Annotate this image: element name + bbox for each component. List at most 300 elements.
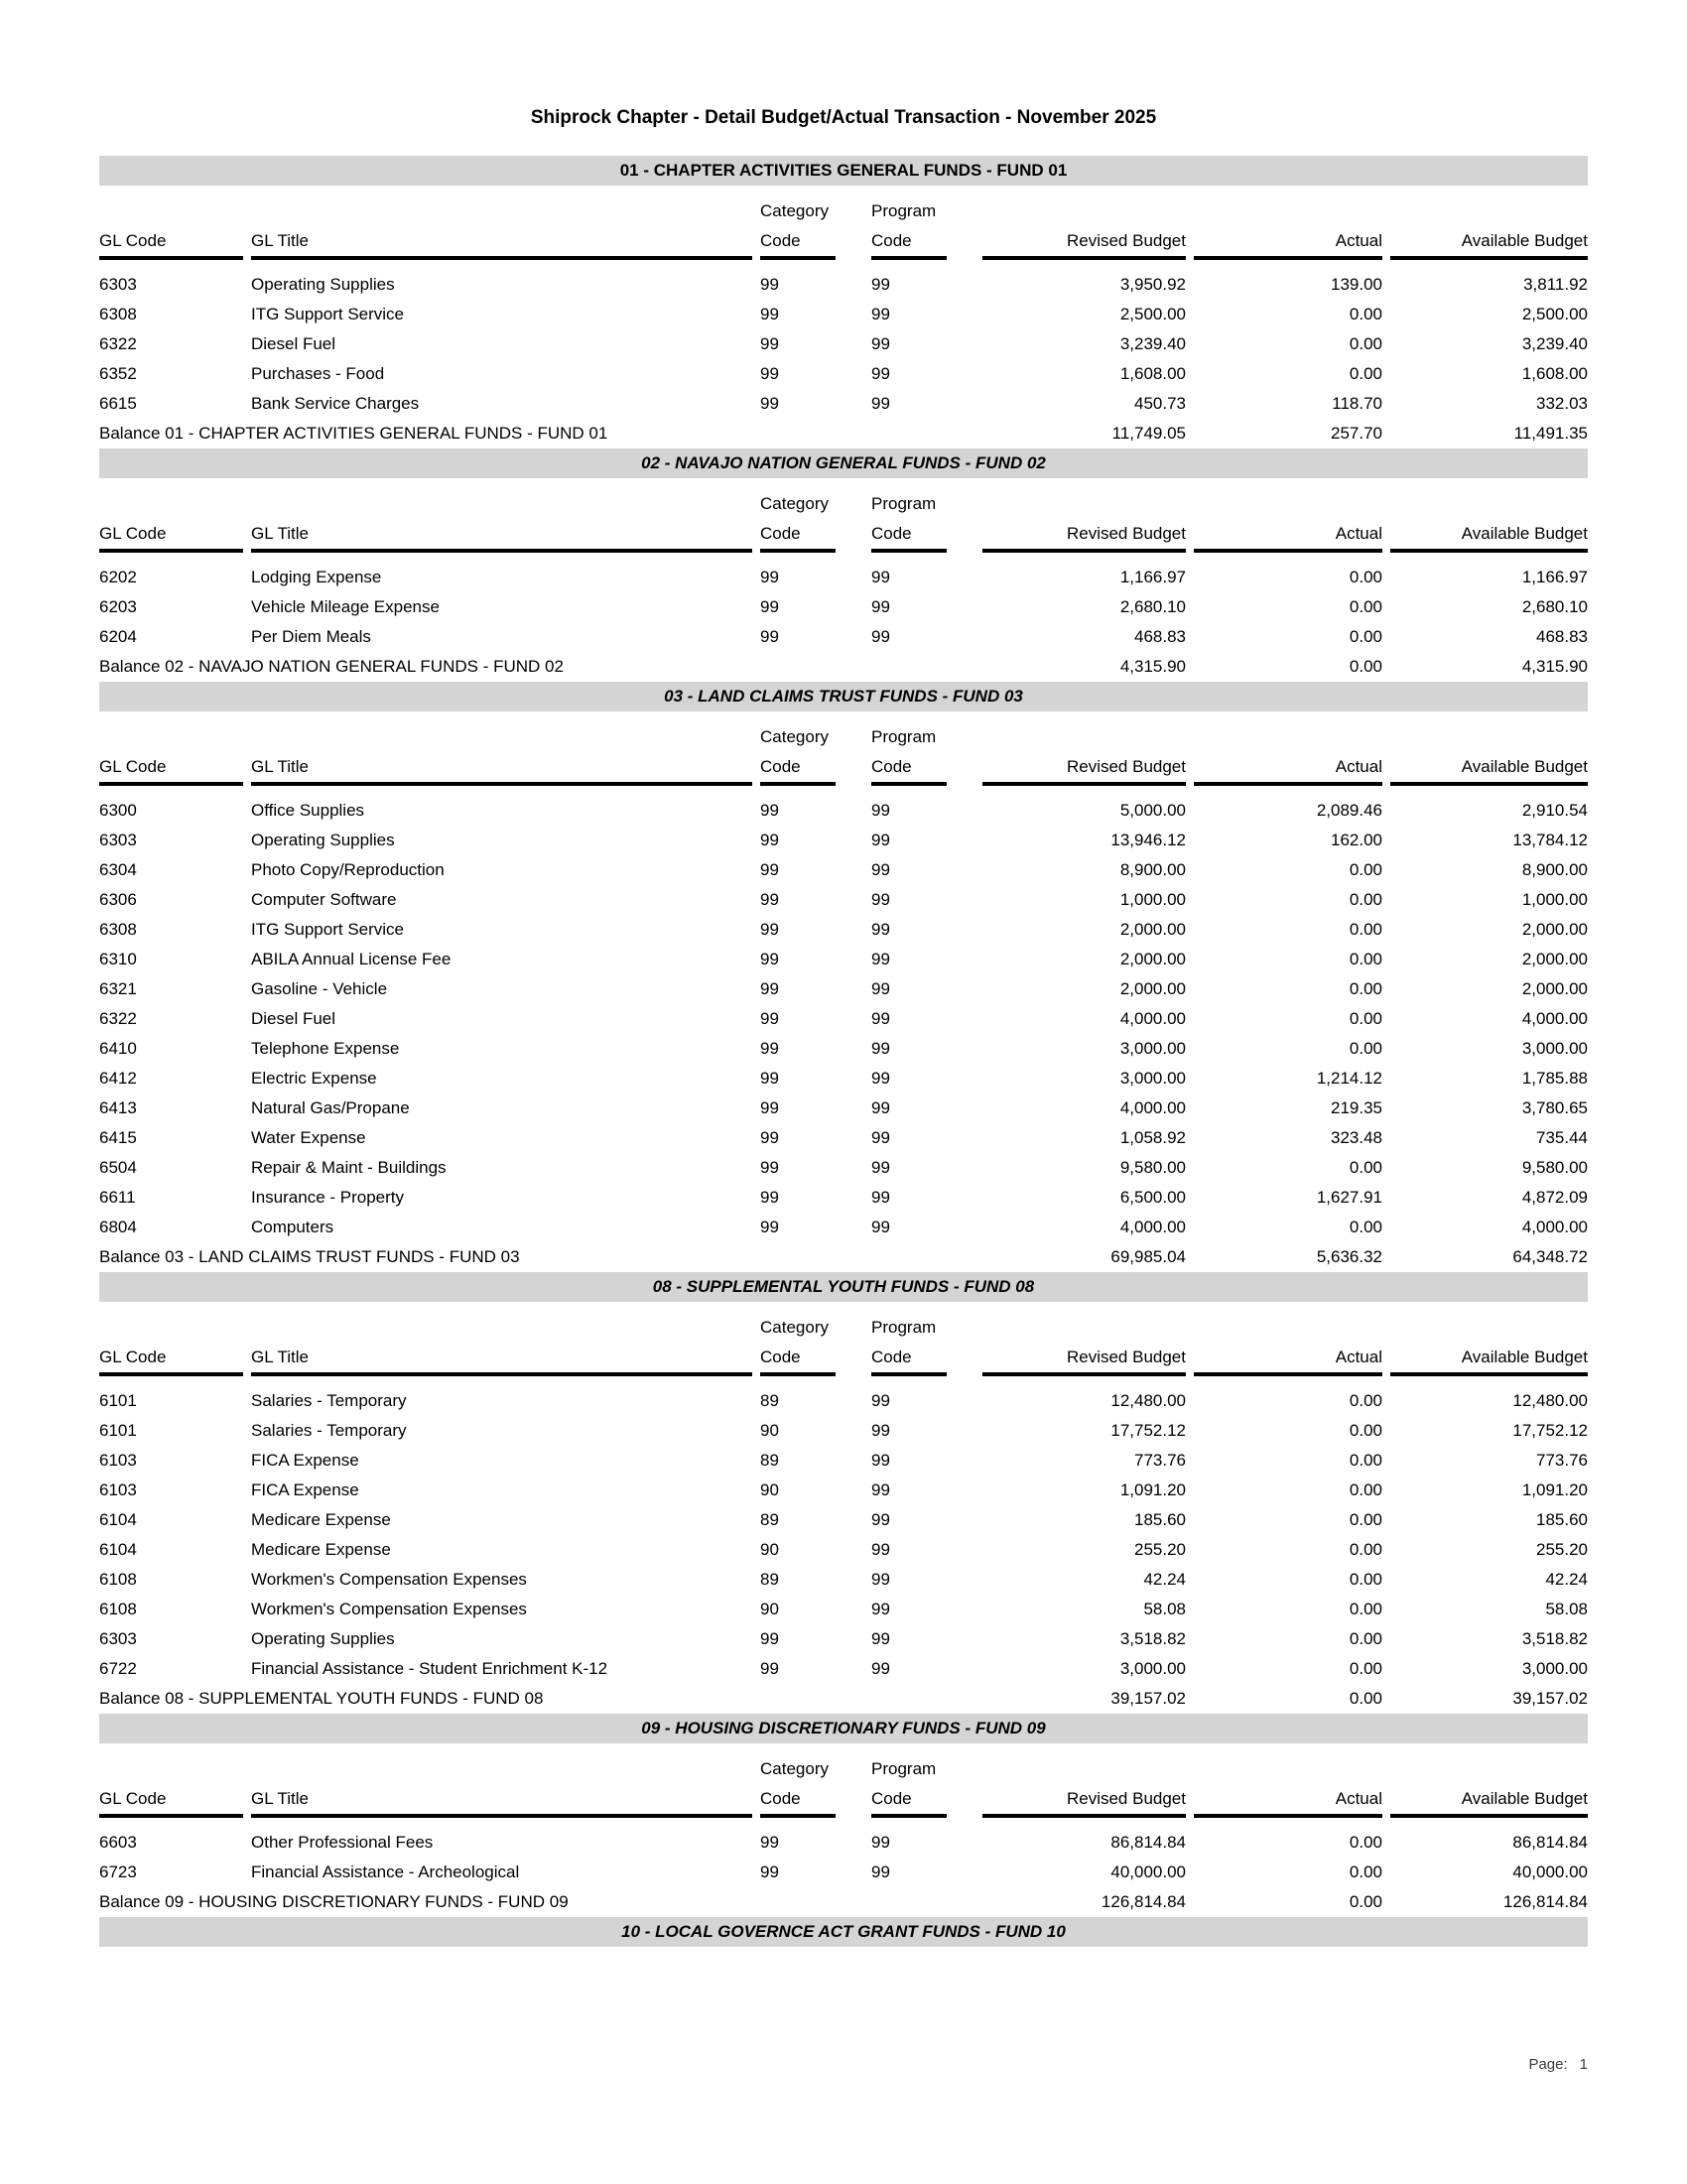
gl-title-cell: Repair & Maint - Buildings: [251, 1158, 447, 1177]
actual-cell: 0.00: [1349, 950, 1382, 968]
report-title: Shiprock Chapter - Detail Budget/Actual Transaction - November 2025: [530, 107, 1157, 128]
table-row: [99, 1064, 1588, 1093]
gl-code-cell: 6103: [99, 1451, 137, 1470]
category-code-cell: 99: [760, 1218, 779, 1236]
revised-budget-cell: 86,814.84: [1110, 1833, 1186, 1852]
gl-code-cell: 6504: [99, 1158, 137, 1177]
col-category-label: Category: [760, 1759, 829, 1778]
col-program-label: Program: [871, 201, 937, 220]
balance-revised-cell: 126,814.84: [1101, 1892, 1186, 1911]
revised-budget-cell: 3,000.00: [1119, 1039, 1186, 1058]
balance-available-cell: 11,491.35: [1513, 424, 1588, 443]
header-rule: [871, 256, 947, 260]
col-category-label: Category: [760, 201, 829, 220]
table-row: [99, 1624, 1588, 1654]
actual-cell: 0.00: [1349, 1391, 1382, 1410]
category-code-cell: 90: [760, 1421, 779, 1440]
table-rows: [99, 563, 1588, 682]
table-row: [99, 563, 1588, 592]
revised-budget-cell: 185.60: [1134, 1510, 1186, 1529]
program-code-cell: 99: [871, 920, 890, 939]
revised-budget-cell: 2,500.00: [1119, 305, 1186, 323]
revised-budget-cell: 58.08: [1143, 1600, 1186, 1618]
actual-cell: 1,214.12: [1316, 1069, 1382, 1088]
balance-available-cell: 64,348.72: [1512, 1247, 1588, 1266]
revised-budget-cell: 1,166.97: [1119, 568, 1186, 586]
balance-available-cell: 39,157.02: [1512, 1689, 1588, 1708]
revised-budget-cell: 13,946.12: [1110, 831, 1186, 849]
table-header-bottom-row: [99, 1338, 1588, 1372]
actual-cell: 0.00: [1349, 1833, 1382, 1852]
available-budget-cell: 17,752.12: [1512, 1421, 1588, 1440]
actual-cell: 0.00: [1349, 920, 1382, 939]
col-revised-budget: Revised Budget: [1066, 1348, 1186, 1366]
gl-title-cell: ITG Support Service: [251, 305, 405, 323]
actual-cell: 118.70: [1332, 394, 1382, 413]
gl-title-cell: Per Diem Meals: [251, 627, 371, 646]
gl-code-cell: 6308: [99, 920, 137, 939]
gl-title-cell: Medicare Expense: [251, 1540, 391, 1559]
program-code-cell: 99: [871, 1480, 890, 1499]
available-budget-cell: 735.44: [1536, 1128, 1588, 1147]
actual-cell: 0.00: [1349, 1600, 1382, 1618]
available-budget-cell: 3,518.82: [1521, 1629, 1588, 1648]
col-program-label: Program: [871, 494, 937, 513]
header-rule: [1390, 256, 1588, 260]
table-row: [99, 1386, 1588, 1416]
category-code-cell: 99: [760, 801, 779, 820]
header-rule: [982, 1372, 1186, 1376]
balance-label: Balance 08 - SUPPLEMENTAL YOUTH FUNDS - FUND 08: [99, 1689, 544, 1708]
gl-title-cell: FICA Expense: [251, 1451, 359, 1470]
revised-budget-cell: 3,518.82: [1119, 1629, 1186, 1648]
table-header: [99, 186, 1588, 260]
available-budget-cell: 86,814.84: [1512, 1833, 1588, 1852]
col-gl-title: GL Title: [251, 231, 309, 250]
revised-budget-cell: 255.20: [1134, 1540, 1186, 1559]
program-code-cell: 99: [871, 568, 890, 586]
col-gl-code: GL Code: [99, 524, 167, 543]
header-rule: [1390, 782, 1588, 786]
actual-cell: 0.00: [1349, 1570, 1382, 1589]
page-label: Page:: [1528, 2056, 1568, 2073]
table-row: [99, 796, 1588, 826]
balance-revised-cell: 4,315.90: [1119, 657, 1186, 676]
category-code-cell: 89: [760, 1391, 779, 1410]
fund-section: [99, 682, 1588, 1272]
col-gl-code: GL Code: [99, 1789, 167, 1808]
table-row: [99, 1565, 1588, 1595]
gl-title-cell: Diesel Fuel: [251, 1009, 336, 1028]
gl-code-cell: 6108: [99, 1570, 137, 1589]
gl-code-cell: 6103: [99, 1480, 137, 1499]
available-budget-cell: 4,000.00: [1521, 1009, 1588, 1028]
revised-budget-cell: 3,239.40: [1119, 334, 1186, 353]
col-actual: Actual: [1335, 231, 1382, 250]
actual-cell: 0.00: [1349, 860, 1382, 879]
revised-budget-cell: 17,752.12: [1110, 1421, 1186, 1440]
table-row: [99, 1153, 1588, 1183]
header-rule: [99, 782, 243, 786]
actual-cell: 0.00: [1349, 627, 1382, 646]
revised-budget-cell: 1,058.92: [1119, 1128, 1186, 1147]
header-rules: [99, 782, 1588, 786]
col-actual: Actual: [1335, 524, 1382, 543]
header-rule: [982, 1814, 1186, 1818]
gl-title-cell: Diesel Fuel: [251, 334, 336, 353]
col-category-code: Code: [760, 524, 801, 543]
gl-code-cell: 6303: [99, 831, 137, 849]
table-row: [99, 1123, 1588, 1153]
category-code-cell: 90: [760, 1540, 779, 1559]
col-program-label: Program: [871, 1759, 937, 1778]
gl-title-cell: Natural Gas/Propane: [251, 1098, 410, 1117]
col-gl-code: GL Code: [99, 757, 167, 776]
col-category-code: Code: [760, 1789, 801, 1808]
revised-budget-cell: 4,000.00: [1119, 1218, 1186, 1236]
category-code-cell: 99: [760, 627, 779, 646]
program-code-cell: 99: [871, 364, 890, 383]
program-code-cell: 99: [871, 860, 890, 879]
gl-title-cell: Computer Software: [251, 890, 397, 909]
gl-title-cell: Telephone Expense: [251, 1039, 400, 1058]
fund-banner-title: 10 - LOCAL GOVERNCE ACT GRANT FUNDS - FUND 10: [621, 1922, 1066, 1941]
col-category-label: Category: [760, 1318, 829, 1337]
available-budget-cell: 58.08: [1545, 1600, 1588, 1618]
col-gl-title: GL Title: [251, 1348, 309, 1366]
available-budget-cell: 8,900.00: [1521, 860, 1588, 879]
header-rule: [871, 1372, 947, 1376]
header-rule: [1390, 549, 1588, 553]
header-rule: [251, 1814, 752, 1818]
gl-title-cell: Salaries - Temporary: [251, 1421, 407, 1440]
table-header: [99, 711, 1588, 786]
table-rows: [99, 796, 1588, 1272]
available-budget-cell: 255.20: [1536, 1540, 1588, 1559]
actual-cell: 0.00: [1349, 1421, 1382, 1440]
revised-budget-cell: 42.24: [1143, 1570, 1186, 1589]
balance-row: [99, 1242, 1588, 1272]
program-code-cell: 99: [871, 1069, 890, 1088]
fund-section: [99, 1272, 1588, 1714]
revised-budget-cell: 450.73: [1134, 394, 1186, 413]
gl-title-cell: Vehicle Mileage Expense: [251, 597, 440, 616]
revised-budget-cell: 2,000.00: [1119, 950, 1186, 968]
table-row: [99, 1093, 1588, 1123]
program-code-cell: 99: [871, 1833, 890, 1852]
category-code-cell: 99: [760, 305, 779, 323]
gl-code-cell: 6104: [99, 1540, 137, 1559]
program-code-cell: 99: [871, 1218, 890, 1236]
table-row: [99, 1828, 1588, 1858]
page-footer: [99, 2056, 1588, 2073]
revised-budget-cell: 2,680.10: [1119, 597, 1186, 616]
col-available-budget: Available Budget: [1461, 1348, 1588, 1366]
available-budget-cell: 40,000.00: [1512, 1863, 1588, 1881]
header-rule: [1194, 549, 1382, 553]
program-code-cell: 99: [871, 334, 890, 353]
actual-cell: 323.48: [1331, 1128, 1382, 1147]
col-available-budget: Available Budget: [1461, 1789, 1588, 1808]
header-rule: [251, 1372, 752, 1376]
page-number: 1: [1579, 2056, 1588, 2073]
program-code-cell: 99: [871, 1098, 890, 1117]
gl-title-cell: Bank Service Charges: [251, 394, 420, 413]
gl-code-cell: 6104: [99, 1510, 137, 1529]
gl-code-cell: 6322: [99, 334, 137, 353]
gl-title-cell: Financial Assistance - Student Enrichment K-12: [251, 1659, 608, 1678]
available-budget-cell: 1,166.97: [1521, 568, 1588, 586]
header-rules: [99, 1814, 1588, 1818]
fund-banner: [99, 1917, 1588, 1947]
actual-cell: 0.00: [1349, 1863, 1382, 1881]
col-available-budget: Available Budget: [1461, 231, 1588, 250]
gl-code-cell: 6322: [99, 1009, 137, 1028]
actual-cell: 0.00: [1349, 568, 1382, 586]
actual-cell: 0.00: [1349, 1451, 1382, 1470]
col-category-code: Code: [760, 1348, 801, 1366]
gl-code-cell: 6352: [99, 364, 137, 383]
category-code-cell: 99: [760, 1158, 779, 1177]
program-code-cell: 99: [871, 1009, 890, 1028]
actual-cell: 0.00: [1349, 1510, 1382, 1529]
balance-row: [99, 419, 1588, 449]
header-rule: [871, 549, 947, 553]
program-code-cell: 99: [871, 1039, 890, 1058]
table-row: [99, 592, 1588, 622]
category-code-cell: 99: [760, 831, 779, 849]
actual-cell: 0.00: [1349, 364, 1382, 383]
gl-title-cell: Office Supplies: [251, 801, 365, 820]
gl-title-cell: ITG Support Service: [251, 920, 405, 939]
gl-title-cell: Operating Supplies: [251, 1629, 395, 1648]
revised-budget-cell: 9,580.00: [1119, 1158, 1186, 1177]
actual-cell: 0.00: [1349, 1540, 1382, 1559]
balance-actual-cell: 5,636.32: [1316, 1247, 1382, 1266]
gl-code-cell: 6202: [99, 568, 137, 586]
available-budget-cell: 2,910.54: [1521, 801, 1588, 820]
table-row: [99, 1535, 1588, 1565]
category-code-cell: 99: [760, 979, 779, 998]
available-budget-cell: 1,608.00: [1521, 364, 1588, 383]
fund-banner: [99, 1272, 1588, 1302]
gl-title-cell: Workmen's Compensation Expenses: [251, 1570, 527, 1589]
gl-title-cell: Computers: [251, 1218, 334, 1236]
actual-cell: 0.00: [1349, 1039, 1382, 1058]
gl-title-cell: Operating Supplies: [251, 831, 395, 849]
available-budget-cell: 9,580.00: [1521, 1158, 1588, 1177]
table-row: [99, 945, 1588, 974]
col-actual: Actual: [1335, 1348, 1382, 1366]
col-program-code: Code: [871, 1348, 912, 1366]
header-rule: [871, 1814, 947, 1818]
program-code-cell: 99: [871, 1391, 890, 1410]
header-rule: [760, 256, 836, 260]
fund-section: [99, 1714, 1588, 1917]
table-row: [99, 1213, 1588, 1242]
table-header-top-row: [99, 1751, 1588, 1779]
category-code-cell: 99: [760, 1863, 779, 1881]
gl-title-cell: Lodging Expense: [251, 568, 382, 586]
fund-sections: [99, 156, 1588, 1947]
header-rule: [760, 1814, 836, 1818]
table-row: [99, 1595, 1588, 1624]
col-program-code: Code: [871, 1789, 912, 1808]
revised-budget-cell: 2,000.00: [1119, 920, 1186, 939]
fund-section: [99, 156, 1588, 449]
table-row: [99, 359, 1588, 389]
revised-budget-cell: 5,000.00: [1119, 801, 1186, 820]
program-code-cell: 99: [871, 1863, 890, 1881]
col-gl-code: GL Code: [99, 1348, 167, 1366]
actual-cell: 0.00: [1349, 1158, 1382, 1177]
gl-code-cell: 6306: [99, 890, 137, 909]
category-code-cell: 99: [760, 1629, 779, 1648]
program-code-cell: 99: [871, 275, 890, 294]
table-header-top-row: [99, 1310, 1588, 1338]
available-budget-cell: 185.60: [1536, 1510, 1588, 1529]
category-code-cell: 99: [760, 394, 779, 413]
table-row: [99, 1004, 1588, 1034]
header-rule: [1390, 1814, 1588, 1818]
category-code-cell: 99: [760, 920, 779, 939]
gl-title-cell: Workmen's Compensation Expenses: [251, 1600, 527, 1618]
col-category-label: Category: [760, 494, 829, 513]
balance-revised-cell: 39,157.02: [1110, 1689, 1186, 1708]
revised-budget-cell: 8,900.00: [1119, 860, 1186, 879]
available-budget-cell: 3,000.00: [1521, 1659, 1588, 1678]
gl-code-cell: 6308: [99, 305, 137, 323]
gl-title-cell: Photo Copy/Reproduction: [251, 860, 445, 879]
table-header: [99, 1302, 1588, 1376]
gl-code-cell: 6804: [99, 1218, 137, 1236]
actual-cell: 0.00: [1349, 979, 1382, 998]
category-code-cell: 99: [760, 890, 779, 909]
header-rule: [982, 256, 1186, 260]
category-code-cell: 99: [760, 1039, 779, 1058]
balance-actual-cell: 0.00: [1349, 657, 1382, 676]
actual-cell: 0.00: [1349, 1629, 1382, 1648]
actual-cell: 0.00: [1349, 890, 1382, 909]
table-row: [99, 1034, 1588, 1064]
fund-banner-title: 08 - SUPPLEMENTAL YOUTH FUNDS - FUND 08: [652, 1277, 1035, 1296]
gl-code-cell: 6412: [99, 1069, 137, 1088]
gl-title-cell: Purchases - Food: [251, 364, 385, 383]
program-code-cell: 99: [871, 1421, 890, 1440]
gl-code-cell: 6310: [99, 950, 137, 968]
table-row: [99, 1416, 1588, 1446]
col-program-code: Code: [871, 524, 912, 543]
program-code-cell: 99: [871, 1600, 890, 1618]
actual-cell: 219.35: [1331, 1098, 1382, 1117]
category-code-cell: 99: [760, 275, 779, 294]
available-budget-cell: 13,784.12: [1512, 831, 1588, 849]
gl-code-cell: 6615: [99, 394, 137, 413]
col-program-label: Program: [871, 727, 937, 746]
gl-code-cell: 6410: [99, 1039, 137, 1058]
col-revised-budget: Revised Budget: [1066, 524, 1186, 543]
col-gl-code: GL Code: [99, 231, 167, 250]
header-rule: [251, 256, 752, 260]
fund-banner-title: 09 - HOUSING DISCRETIONARY FUNDS - FUND 09: [641, 1719, 1046, 1737]
actual-cell: 2,089.46: [1316, 801, 1382, 820]
fund-banner-title: 03 - LAND CLAIMS TRUST FUNDS - FUND 03: [664, 687, 1023, 706]
category-code-cell: 99: [760, 1659, 779, 1678]
table-row: [99, 270, 1588, 300]
col-category-code: Code: [760, 231, 801, 250]
table-header-top-row: [99, 486, 1588, 514]
fund-banner-title: 01 - CHAPTER ACTIVITIES GENERAL FUNDS - FUND 01: [619, 161, 1068, 180]
col-program-code: Code: [871, 757, 912, 776]
category-code-cell: 99: [760, 1833, 779, 1852]
gl-code-cell: 6415: [99, 1128, 137, 1147]
program-code-cell: 99: [871, 305, 890, 323]
revised-budget-cell: 4,000.00: [1119, 1098, 1186, 1117]
available-budget-cell: 332.03: [1536, 394, 1588, 413]
actual-cell: 162.00: [1331, 831, 1382, 849]
gl-code-cell: 6304: [99, 860, 137, 879]
gl-code-cell: 6101: [99, 1421, 137, 1440]
table-header-top-row: [99, 193, 1588, 221]
balance-row: [99, 1684, 1588, 1714]
fund-section: [99, 1917, 1588, 1947]
available-budget-cell: 773.76: [1536, 1451, 1588, 1470]
revised-budget-cell: 1,000.00: [1119, 890, 1186, 909]
table-row: [99, 622, 1588, 652]
table-row: [99, 1654, 1588, 1684]
category-code-cell: 99: [760, 597, 779, 616]
fund-banner: [99, 156, 1588, 186]
balance-label: Balance 09 - HOUSING DISCRETIONARY FUNDS - FUND 09: [99, 1892, 569, 1911]
col-gl-title: GL Title: [251, 1789, 309, 1808]
program-code-cell: 99: [871, 979, 890, 998]
available-budget-cell: 2,000.00: [1521, 920, 1588, 939]
gl-code-cell: 6203: [99, 597, 137, 616]
fund-banner-title: 02 - NAVAJO NATION GENERAL FUNDS - FUND 02: [641, 453, 1046, 472]
header-rule: [99, 1814, 243, 1818]
header-rule: [1194, 1814, 1382, 1818]
program-code-cell: 99: [871, 1629, 890, 1648]
available-budget-cell: 3,239.40: [1521, 334, 1588, 353]
category-code-cell: 89: [760, 1510, 779, 1529]
program-code-cell: 99: [871, 627, 890, 646]
balance-available-cell: 126,814.84: [1502, 1892, 1588, 1911]
actual-cell: 1,627.91: [1316, 1188, 1382, 1207]
actual-cell: 0.00: [1349, 334, 1382, 353]
table-row: [99, 1183, 1588, 1213]
header-rule: [99, 1372, 243, 1376]
header-rules: [99, 256, 1588, 260]
header-rule: [760, 782, 836, 786]
header-rule: [760, 549, 836, 553]
balance-label: Balance 02 - NAVAJO NATION GENERAL FUNDS - FUND 02: [99, 657, 564, 676]
program-code-cell: 99: [871, 1158, 890, 1177]
gl-title-cell: Gasoline - Vehicle: [251, 979, 388, 998]
available-budget-cell: 12,480.00: [1512, 1391, 1588, 1410]
header-rule: [1194, 782, 1382, 786]
gl-code-cell: 6723: [99, 1863, 137, 1881]
available-budget-cell: 468.83: [1536, 627, 1588, 646]
balance-available-cell: 4,315.90: [1521, 657, 1588, 676]
header-rule: [1390, 1372, 1588, 1376]
col-available-budget: Available Budget: [1461, 524, 1588, 543]
header-rule: [982, 549, 1186, 553]
gl-code-cell: 6722: [99, 1659, 137, 1678]
gl-code-cell: 6300: [99, 801, 137, 820]
balance-actual-cell: 257.70: [1331, 424, 1382, 443]
available-budget-cell: 4,872.09: [1521, 1188, 1588, 1207]
program-code-cell: 99: [871, 831, 890, 849]
